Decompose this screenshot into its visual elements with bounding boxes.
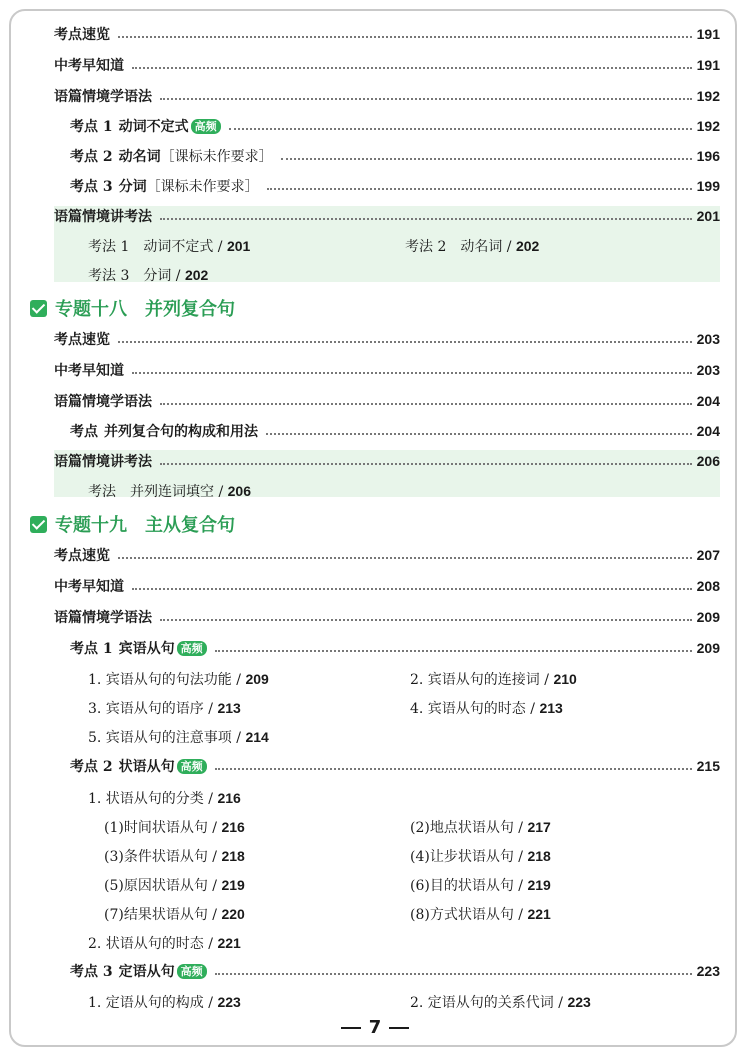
kaofa-page: 202	[515, 238, 540, 254]
toc-page-number: 192	[696, 118, 720, 134]
kaofa-entry[interactable]	[405, 236, 539, 256]
leader-dots	[266, 433, 692, 435]
page-footer	[0, 1017, 750, 1038]
check-icon	[30, 300, 47, 317]
toc-page-number: 191	[696, 57, 720, 73]
topic-title: 主从复合句	[145, 515, 235, 536]
kaodian-name: 宾语从句	[118, 641, 175, 657]
toc-page-number: 208	[696, 578, 720, 594]
toc-entry[interactable]	[54, 389, 720, 413]
leader-dots	[160, 403, 692, 405]
leader-dots	[132, 588, 692, 590]
toc-entry[interactable]	[54, 327, 720, 351]
leader-dots	[118, 557, 692, 559]
toc-entry-label: 考点速览	[54, 332, 110, 348]
subtopic-label: 1. 宾语从句的句法功能 /	[88, 672, 246, 688]
subtopic-label: (2)地点状语从句 /	[410, 820, 528, 836]
kaodian-name: 状语从句	[118, 759, 175, 775]
subtopic-page: 214	[245, 729, 269, 745]
subtopic-entry[interactable]	[104, 817, 245, 837]
leader-dots	[229, 128, 692, 130]
topic-heading[interactable]	[30, 295, 235, 321]
kaofa-entry[interactable]	[88, 265, 208, 285]
topic-heading[interactable]	[30, 511, 235, 537]
toc-entry[interactable]	[54, 605, 720, 629]
subtopic-label: (1)时间状语从句 /	[104, 820, 222, 836]
subtopic-entry[interactable]	[410, 846, 551, 866]
toc-page-number: 215	[696, 758, 720, 774]
curriculum-note: ［课标未作要求］	[146, 179, 259, 195]
subtopic-entry[interactable]	[104, 846, 245, 866]
subtopic-page: 220	[221, 906, 245, 922]
kaofa-page: 201	[226, 238, 251, 254]
kaodian-number: 考点	[70, 424, 98, 440]
kaodian-number: 考点 3	[70, 964, 113, 980]
leader-dots	[160, 98, 692, 100]
subtopic-label: (5)原因状语从句 /	[104, 878, 222, 894]
subtopic-entry[interactable]	[88, 727, 269, 747]
toc-page-number: 192	[696, 88, 720, 104]
topic-label: 专题十八	[55, 299, 127, 320]
toc-entry[interactable]	[54, 22, 720, 46]
toc-page-number: 206	[696, 453, 720, 469]
leader-dots	[118, 36, 692, 38]
toc-page-number: 199	[696, 178, 720, 194]
leader-dots	[118, 341, 692, 343]
kaofa-label: 考法 2 动名词 /	[405, 239, 516, 255]
toc-entry-label: 中考早知道	[54, 363, 124, 379]
leader-dots	[281, 158, 692, 160]
kaodian-name: 动名词	[118, 149, 161, 165]
toc-page-number: 204	[696, 423, 720, 439]
kaodian-entry[interactable]	[70, 114, 720, 138]
subtopic-page: 221	[527, 906, 551, 922]
toc-entry[interactable]	[54, 358, 720, 382]
kaofa-label: 考法 并列连词填空 /	[88, 484, 228, 500]
curriculum-note: ［课标未作要求］	[160, 149, 273, 165]
kaodian-number: 考点 1	[70, 119, 113, 135]
topic-title: 并列复合句	[145, 299, 235, 320]
toc-entry-label: 语篇情境讲考法	[54, 209, 152, 225]
subtopic-entry[interactable]	[88, 788, 241, 808]
kaofa-label: 考法 3 分词 /	[88, 268, 185, 284]
subtopic-label: (6)目的状语从句 /	[410, 878, 528, 894]
high-frequency-badge: 高频	[177, 641, 207, 656]
high-frequency-badge: 高频	[191, 119, 221, 134]
subtopic-entry[interactable]	[410, 698, 563, 718]
toc-page-number: 203	[696, 331, 720, 347]
toc-page-number: 191	[696, 26, 720, 42]
toc-entry-label: 语篇情境学语法	[54, 89, 152, 105]
subtopic-entry[interactable]	[410, 992, 591, 1012]
dash-left	[341, 1027, 361, 1029]
subtopic-label: (7)结果状语从句 /	[104, 907, 222, 923]
subtopic-label: 3. 宾语从句的语序 /	[88, 701, 218, 717]
leader-dots	[267, 188, 692, 190]
kaodian-entry[interactable]	[70, 174, 720, 198]
toc-page-number: 207	[696, 547, 720, 563]
toc-entry-label: 语篇情境学语法	[54, 394, 152, 410]
toc-page-number: 204	[696, 393, 720, 409]
toc-entry-label: 中考早知道	[54, 579, 124, 595]
subtopic-entry[interactable]	[410, 875, 551, 895]
subtopic-label: 4. 宾语从句的时态 /	[410, 701, 540, 717]
leader-dots	[132, 372, 692, 374]
subtopic-entry[interactable]	[88, 992, 241, 1012]
subtopic-label: 2. 状语从句的时态 /	[88, 936, 218, 952]
subtopic-page: 217	[527, 819, 551, 835]
subtopic-label: (3)条件状语从句 /	[104, 849, 222, 865]
subtopic-page: 219	[221, 877, 245, 893]
topic-label: 专题十九	[55, 515, 127, 536]
check-icon	[30, 516, 47, 533]
kaodian-number: 考点 2	[70, 759, 113, 775]
toc-page-number: 201	[696, 208, 720, 224]
kaodian-name: 定语从句	[118, 964, 175, 980]
toc-page-number: 196	[696, 148, 720, 164]
subtopic-entry[interactable]	[104, 875, 245, 895]
subtopic-page: 219	[527, 877, 551, 893]
subtopic-page: 213	[539, 700, 563, 716]
subtopic-entry[interactable]	[410, 904, 551, 924]
toc-entry-label: 中考早知道	[54, 58, 124, 74]
subtopic-label: (8)方式状语从句 /	[410, 907, 528, 923]
kaodian-entry[interactable]	[70, 636, 720, 660]
kaodian-entry[interactable]	[70, 144, 720, 168]
leader-dots	[132, 67, 692, 69]
subtopic-page: 223	[567, 994, 591, 1010]
leader-dots	[160, 463, 692, 465]
subtopic-entry[interactable]	[410, 669, 577, 689]
kaofa-entry[interactable]	[88, 236, 250, 256]
toc-entry-label: 语篇情境学语法	[54, 610, 152, 626]
subtopic-page: 209	[245, 671, 269, 687]
toc-entry[interactable]	[54, 543, 720, 567]
toc-page-number: 209	[696, 609, 720, 625]
subtopic-label: (4)让步状语从句 /	[410, 849, 528, 865]
kaodian-entry[interactable]	[70, 959, 720, 983]
subtopic-entry[interactable]	[88, 669, 269, 689]
leader-dots	[215, 768, 692, 770]
toc-page-number: 209	[696, 640, 720, 656]
subtopic-label: 2. 定语从句的关系代词 /	[410, 995, 568, 1011]
kaodian-entry[interactable]	[70, 419, 720, 443]
page-number: 7	[368, 1017, 382, 1038]
toc-page-number: 203	[696, 362, 720, 378]
subtopic-entry[interactable]	[88, 933, 241, 953]
leader-dots	[160, 218, 692, 220]
subtopic-page: 213	[217, 700, 241, 716]
subtopic-label: 1. 定语从句的构成 /	[88, 995, 218, 1011]
subtopic-label: 2. 宾语从句的连接词 /	[410, 672, 554, 688]
kaodian-name: 分词	[118, 179, 147, 195]
dash-right	[389, 1027, 409, 1029]
toc-entry-label: 语篇情境讲考法	[54, 454, 152, 470]
toc-entry[interactable]	[54, 574, 720, 598]
subtopic-page: 223	[217, 994, 241, 1010]
high-frequency-badge: 高频	[177, 759, 207, 774]
kaodian-number: 考点 2	[70, 149, 113, 165]
subtopic-entry[interactable]	[88, 698, 241, 718]
toc-entry[interactable]	[54, 53, 720, 77]
kaofa-page: 202	[184, 267, 209, 283]
toc-entry-label: 考点速览	[54, 27, 110, 43]
leader-dots	[215, 650, 692, 652]
kaodian-entry[interactable]	[70, 754, 720, 778]
toc-entry-label: 考点速览	[54, 548, 110, 564]
subtopic-label: 1. 状语从句的分类 /	[88, 791, 218, 807]
kaodian-name: 动词不定式	[118, 119, 189, 135]
leader-dots	[160, 619, 692, 621]
subtopic-page: 221	[217, 935, 241, 951]
subtopic-page: 210	[553, 671, 577, 687]
kaofa-entry[interactable]	[88, 481, 251, 501]
subtopic-page: 216	[221, 819, 245, 835]
subtopic-label: 5. 宾语从句的注意事项 /	[88, 730, 246, 746]
subtopic-page: 216	[217, 790, 241, 806]
toc-entry[interactable]	[54, 84, 720, 108]
high-frequency-badge: 高频	[177, 964, 207, 979]
kaofa-label: 考法 1 动词不定式 /	[88, 239, 227, 255]
kaodian-number: 考点 3	[70, 179, 113, 195]
subtopic-page: 218	[527, 848, 551, 864]
kaofa-page: 206	[227, 483, 251, 499]
leader-dots	[215, 973, 692, 975]
kaodian-name: 并列复合句的构成和用法	[104, 424, 258, 440]
toc-entry[interactable]	[54, 449, 720, 473]
subtopic-entry[interactable]	[410, 817, 551, 837]
toc-page-number: 223	[696, 963, 720, 979]
toc-entry[interactable]	[54, 204, 720, 228]
kaodian-number: 考点 1	[70, 641, 113, 657]
subtopic-page: 218	[221, 848, 245, 864]
subtopic-entry[interactable]	[104, 904, 245, 924]
